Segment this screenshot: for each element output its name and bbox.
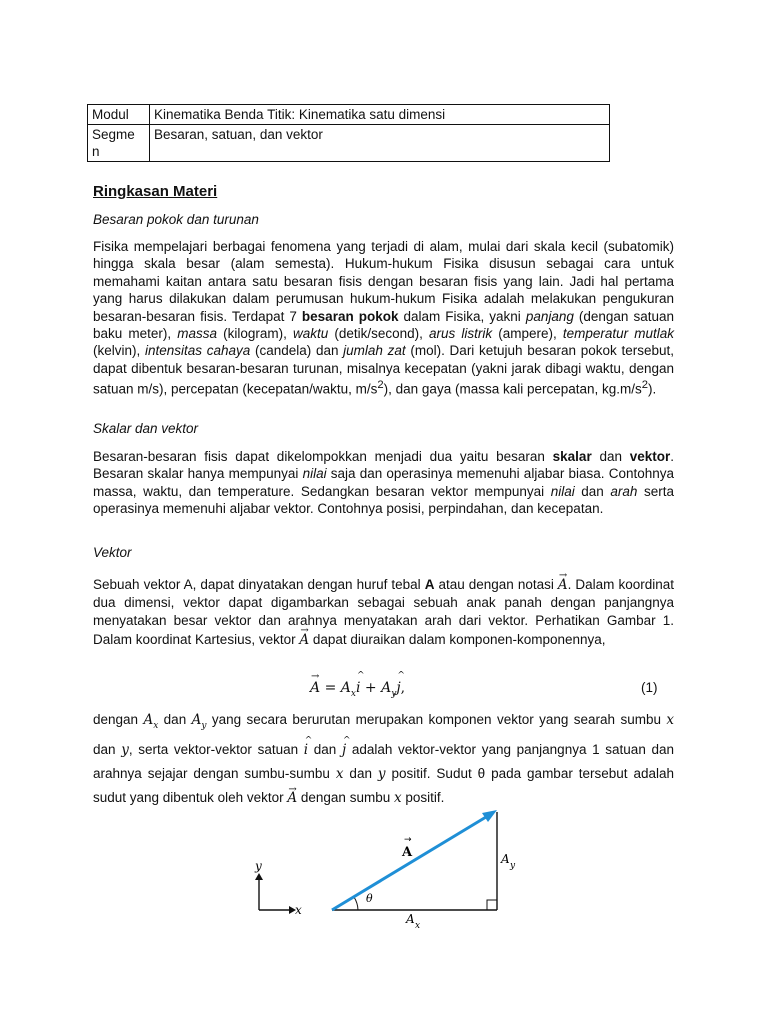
- italic-text: arus listrik: [429, 326, 493, 342]
- vector-components-figure: [245, 800, 535, 940]
- vector-symbol: → A: [310, 680, 320, 696]
- text: (candela) dan: [250, 343, 344, 359]
- italic-text: waktu: [292, 326, 329, 342]
- superscript: 2: [641, 379, 649, 392]
- vector-arrow-mark: →: [404, 835, 412, 845]
- math-symbol: x: [335, 766, 344, 782]
- unit-vector-i: ^ i: [304, 739, 308, 762]
- paragraph-skalar: [93, 448, 674, 518]
- section-title: Ringkasan Materi: [93, 183, 218, 200]
- coordinate-axes: [254, 859, 302, 917]
- italic-text: arah: [610, 483, 638, 499]
- text: . Dalam koordinat dua dimensi, vektor dapat digambarkan sebagai sebuah anak panah dengan panjangnya menyatakan besar vektor dan arahnya menyatakan arah dari vektor. Perhatikan Gambar 1. Dalam koordinat Kartesius, vektor: [93, 577, 674, 647]
- italic-text: nilai: [550, 483, 575, 499]
- right-angle-marker: [487, 900, 497, 910]
- text: (kilogram),: [217, 326, 293, 342]
- table-row: [88, 105, 610, 125]
- italic-text: temperatur mutlak: [562, 326, 674, 342]
- theta-label: θ: [366, 892, 373, 905]
- subscript: y: [391, 689, 397, 699]
- text: positif.: [401, 790, 445, 805]
- text: Fisika mempelajari berbagai fenomena yang terjadi di alam, mulai dari skala kecil (subatomik) hingga skala besar (alam semesta). Hukum-hukum Fisika disusun sebagai cara untuk memahami kaitan antara satu besaran fisis dengan besaran fisis yang lain. Jadi hal pertama yang harus dilakukan dalam perumusan hukum-hukum Fisika adalah melakukan pengukuran besaran-besaran fisis. Terdapat 7: [93, 239, 674, 324]
- equals-sign: =: [320, 680, 341, 696]
- angle-arc: [354, 897, 358, 910]
- equation-vector-components: [310, 680, 405, 699]
- component-symbol: A: [340, 680, 351, 696]
- bold-text: A: [424, 577, 435, 592]
- text: adalah vektor-vektor yang panjangnya 1 satuan dan arahnya sejajar dengan sumbu-sumbu: [93, 742, 675, 781]
- text: saja dan operasinya memenuhi aljabar biasa. Contohnya massa, waktu, dan temperature. Sedangkan besaran vektor mempunyai: [93, 466, 675, 499]
- text: (kelvin),: [93, 343, 145, 359]
- vector-a-arrow: [332, 814, 491, 910]
- math-symbol: x: [393, 790, 402, 806]
- equation-number: (1): [641, 680, 658, 695]
- superscript: 2: [377, 379, 384, 392]
- ay-subscript: y: [510, 861, 516, 871]
- module-value: Kinematika Benda Titik: Kinematika satu dimensi: [150, 105, 610, 125]
- component-symbol: A: [381, 680, 392, 696]
- subscript: x: [350, 689, 356, 699]
- italic-text: massa: [177, 326, 217, 342]
- text: Besaran-besaran fisis dapat dikelompokkan menjadi dua yaitu besaran: [93, 449, 553, 464]
- italic-text: nilai: [302, 466, 327, 482]
- text: dan: [93, 742, 122, 757]
- bold-text: vektor: [629, 449, 671, 464]
- italic-text: intensitas cahaya: [144, 343, 251, 359]
- paragraph-besaran: [93, 238, 674, 398]
- module-key: Modul: [88, 105, 150, 125]
- segment-key: Segme n: [88, 125, 150, 162]
- text: Sebuah vektor A, dapat dinyatakan dengan huruf tebal: [93, 577, 425, 592]
- component-symbol: A: [191, 712, 202, 728]
- text: . Besaran skalar hanya mempunyai: [93, 449, 674, 482]
- vector-a-arrowhead: [482, 810, 497, 822]
- text: dan: [591, 449, 630, 464]
- text: dalam Fisika, yakni: [398, 308, 526, 324]
- text: dan: [308, 742, 342, 757]
- table-row: [88, 125, 610, 162]
- bold-text: besaran pokok: [301, 308, 399, 324]
- component-symbol: A: [143, 712, 154, 728]
- unit-vector-j: ^ j: [396, 680, 400, 696]
- math-symbol: y: [377, 766, 386, 782]
- module-info-table: [87, 104, 610, 162]
- segment-value: Besaran, satuan, dan vektor: [150, 125, 610, 162]
- text: dapat diuraikan dalam komponen-komponennya,: [309, 631, 606, 647]
- plus-sign: +: [360, 680, 382, 696]
- text: dan: [343, 766, 378, 781]
- italic-text: panjang: [525, 308, 574, 324]
- text: (detik/second),: [328, 326, 429, 342]
- vector-symbol: → A: [299, 631, 309, 649]
- axis-y-label: y: [255, 859, 262, 873]
- text: , serta vektor-vektor satuan: [128, 742, 304, 757]
- vector-a-label: A: [402, 845, 413, 860]
- unit-vector-i: ^ i: [356, 680, 360, 696]
- text: dan: [574, 483, 611, 499]
- unit-vector-j: ^ j: [342, 739, 346, 762]
- ay-label: A: [501, 852, 510, 866]
- subheading-skalar: Skalar dan vektor: [93, 421, 199, 436]
- text: ).: [648, 381, 657, 397]
- text: serta operasinya memenuhi aljabar vektor. Contohnya posisi, perpindahan, dan kecepatan.: [93, 483, 674, 517]
- paragraph-komponen: [93, 708, 674, 810]
- subscript: y: [201, 721, 207, 731]
- text: positif. Sudut θ pada gambar tersebut adalah sudut yang dibentuk oleh vektor: [93, 766, 675, 805]
- subscript: x: [153, 721, 159, 731]
- text: ), dan gaya (massa kali percepatan, kg.m/s: [383, 381, 642, 397]
- vector-symbol: → A: [558, 576, 568, 594]
- math-symbol: y: [121, 742, 129, 758]
- text: (dengan satuan baku meter),: [93, 308, 674, 342]
- bold-text: skalar: [552, 449, 592, 464]
- math-symbol: x: [666, 712, 674, 728]
- text: dan: [158, 712, 192, 727]
- italic-text: jumlah zat: [343, 343, 406, 359]
- axis-x-label: x: [295, 903, 302, 917]
- text: dengan: [93, 712, 144, 727]
- paragraph-vektor: [93, 576, 674, 649]
- text: (mol). Dari ketujuh besaran pokok tersebut, dapat dibentuk besaran-besaran turunan, misalnya kecepatan (yakni jarak dibagi waktu, dengan satuan m/s), percepatan (kecepatan/waktu, m/s: [93, 343, 674, 397]
- text: yang secara berurutan merupakan komponen vektor yang searah sumbu: [206, 712, 667, 727]
- subheading-besaran: Besaran pokok dan turunan: [93, 212, 259, 227]
- comma: ,: [400, 680, 406, 696]
- text: (ampere),: [492, 326, 563, 342]
- text: dengan sumbu: [297, 790, 394, 805]
- subheading-vektor: Vektor: [93, 545, 132, 560]
- ax-label: A: [406, 912, 415, 926]
- text: atau dengan notasi: [434, 577, 558, 592]
- vector-symbol: → A: [287, 787, 297, 810]
- ax-subscript: x: [415, 921, 421, 931]
